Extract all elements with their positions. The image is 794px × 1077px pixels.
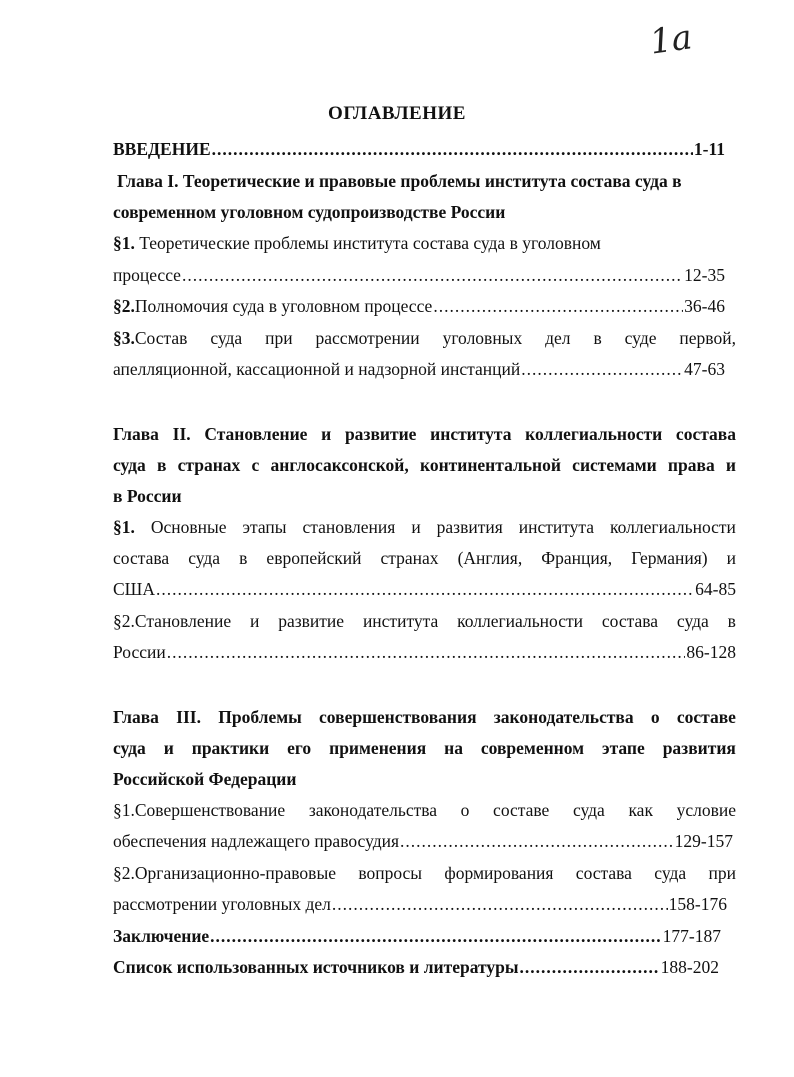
section-title-cont: апелляционной, кассационной и надзорной инстанций [113,359,521,379]
word: применения [329,738,427,758]
ch3-section-1-line-2[interactable] [113,830,733,852]
word: его [287,738,312,758]
word: суда [113,738,146,758]
word: института [362,611,439,631]
word: суде [624,328,657,348]
ch1-section-3-line-1[interactable] [113,327,736,349]
word: о [650,707,660,727]
word: вопросы [358,863,423,883]
word: Проблемы [218,707,302,727]
word: состава [575,863,632,883]
word: Состав [134,328,188,348]
word: развития [662,738,736,758]
word: системами [572,455,657,475]
word: законодательства [308,800,438,820]
word: Глава [113,707,159,727]
word: континентальной [419,455,561,475]
word: §2.Становление [113,611,232,631]
word: III. [176,707,201,727]
section-number: §1. [113,517,135,537]
word: рассмотрении [315,328,420,348]
word: и [321,424,332,444]
word: Германия) [631,548,708,568]
word: суда [572,800,605,820]
toc-page-range: 12-35 [684,265,725,285]
toc-page-range: 177-187 [662,926,721,946]
dot-leader [156,578,694,600]
dot-leader [182,264,683,286]
word: Глава [113,424,159,444]
word: Франция, [541,548,613,568]
word: права [667,455,715,475]
word: с [251,455,260,475]
word: состава [113,548,170,568]
word: и [249,611,260,631]
chapter-1-heading-line-2: современном уголовном судопроизводстве России [113,202,506,222]
ch1-section-3-line-2[interactable] [113,358,725,380]
dot-leader [521,358,683,380]
dot-leader [332,893,668,915]
word: в [157,455,167,475]
word: коллегиальности [457,611,584,631]
word: как [628,800,653,820]
section-number: §3. [113,328,135,348]
ch2-section-2-line-1[interactable] [113,610,736,632]
word: первой, [679,328,736,348]
toc-page-range: 158-176 [668,894,727,914]
chapter-1-heading-line-1: Глава I. Теоретические и правовые проблемы института состава суда в [117,171,682,191]
page-title: ОГЛАВЛЕНИЕ [328,103,466,124]
word: законодательства [493,707,634,727]
word: состава [675,424,736,444]
toc-page-range: 1-11 [693,139,725,159]
ch1-section-2[interactable] [113,295,725,317]
word: суда [188,548,221,568]
word: в [727,611,736,631]
toc-entry-label: ВВЕДЕНИЕ [113,139,211,159]
toc-page-range: 86-128 [686,642,736,662]
word: и [411,517,421,537]
word: суда [113,455,146,475]
dot-leader [212,138,693,160]
word: и [726,548,736,568]
word: коллегиальности [525,424,663,444]
toc-page-range: 36-46 [684,296,725,316]
word: коллегиальности [610,517,736,537]
word: при [708,863,736,883]
word: §2.Организационно-правовые [113,863,336,883]
word: Становление [204,424,308,444]
word: составе [493,800,550,820]
section-title-cont: России [113,642,166,662]
ch3-section-2-line-1[interactable] [113,862,736,884]
word: института [430,424,512,444]
chapter-2-heading-line-1 [113,423,736,445]
word: странах [177,455,241,475]
toc-entry-label: Заключение [113,926,210,946]
word: этапы [242,517,287,537]
word: о [460,800,470,820]
word: этапе [602,738,645,758]
ch3-section-2-line-2[interactable] [113,893,727,915]
ch2-section-1-line-1[interactable] [113,516,736,538]
ch2-section-1-line-3[interactable] [113,578,736,600]
word: суда [654,863,687,883]
toc-entry-introduction[interactable] [113,138,725,160]
word: §1.Совершенствование [113,800,286,820]
chapter-2-heading-line-2 [113,454,736,476]
chapter-2-heading-line-3: в России [113,486,182,506]
word: условие [676,800,736,820]
word: странах [380,548,439,568]
section-title: Полномочия суда в уголовном процессе [134,296,433,316]
toc-entry-label: Список использованных источников и литературы [113,957,519,977]
word: в [593,328,602,348]
ch1-section-1-line-2[interactable] [113,264,725,286]
word: развитие [344,424,417,444]
ch1-section-1-line-1[interactable] [113,232,736,254]
section-title-cont: обеспечения надлежащего правосудия [113,831,400,851]
toc-page-range: 64-85 [695,579,736,599]
word: института [518,517,595,537]
dot-leader [210,925,662,947]
dot-leader [400,830,674,852]
word: практики [191,738,270,758]
word: формирования [444,863,554,883]
toc-page-range: 129-157 [674,831,733,851]
word: становления [302,517,396,537]
ch2-section-1-line-2[interactable] [113,547,736,569]
word: на [444,738,463,758]
toc-entry-bibliography[interactable] [113,956,719,978]
section-number: §1. [113,233,135,253]
dot-leader [520,956,660,978]
word: уголовных [442,328,523,348]
chapter-3-heading-line-2 [113,737,736,759]
word: англосаксонской, [270,455,409,475]
word: дел [545,328,571,348]
word: в [239,548,248,568]
dot-leader [167,641,686,663]
word: при [265,328,293,348]
chapter-3-heading-line-3: Российской Федерации [113,769,297,789]
section-title-cont: процессе [113,265,181,285]
word: (Англия, [457,548,523,568]
toc-entry-conclusion[interactable] [113,925,721,947]
word: и [163,738,174,758]
handwritten-page-mark: 1a [647,17,695,63]
section-title-cont: рассмотрении уголовных дел [113,894,331,914]
word: современном [480,738,585,758]
word: суда [210,328,243,348]
word: европейский [266,548,362,568]
word: состава [601,611,659,631]
word: развития [436,517,503,537]
word: развитие [278,611,345,631]
word: и [725,455,736,475]
word: суда [676,611,709,631]
ch3-section-1-line-1[interactable] [113,799,736,821]
word: составе [676,707,736,727]
toc-page-range: 188-202 [660,957,719,977]
toc-page-range: 47-63 [684,359,725,379]
ch2-section-2-line-2[interactable] [113,641,736,663]
section-title-cont: США [113,579,155,599]
word: совершенствования [319,707,477,727]
word: II. [172,424,191,444]
section-title: Теоретические проблемы института состава суда в уголовном [139,233,601,253]
chapter-3-heading-line-1 [113,706,736,728]
word: Основные [150,517,227,537]
dot-leader [433,295,683,317]
section-number: §2. [113,296,135,316]
